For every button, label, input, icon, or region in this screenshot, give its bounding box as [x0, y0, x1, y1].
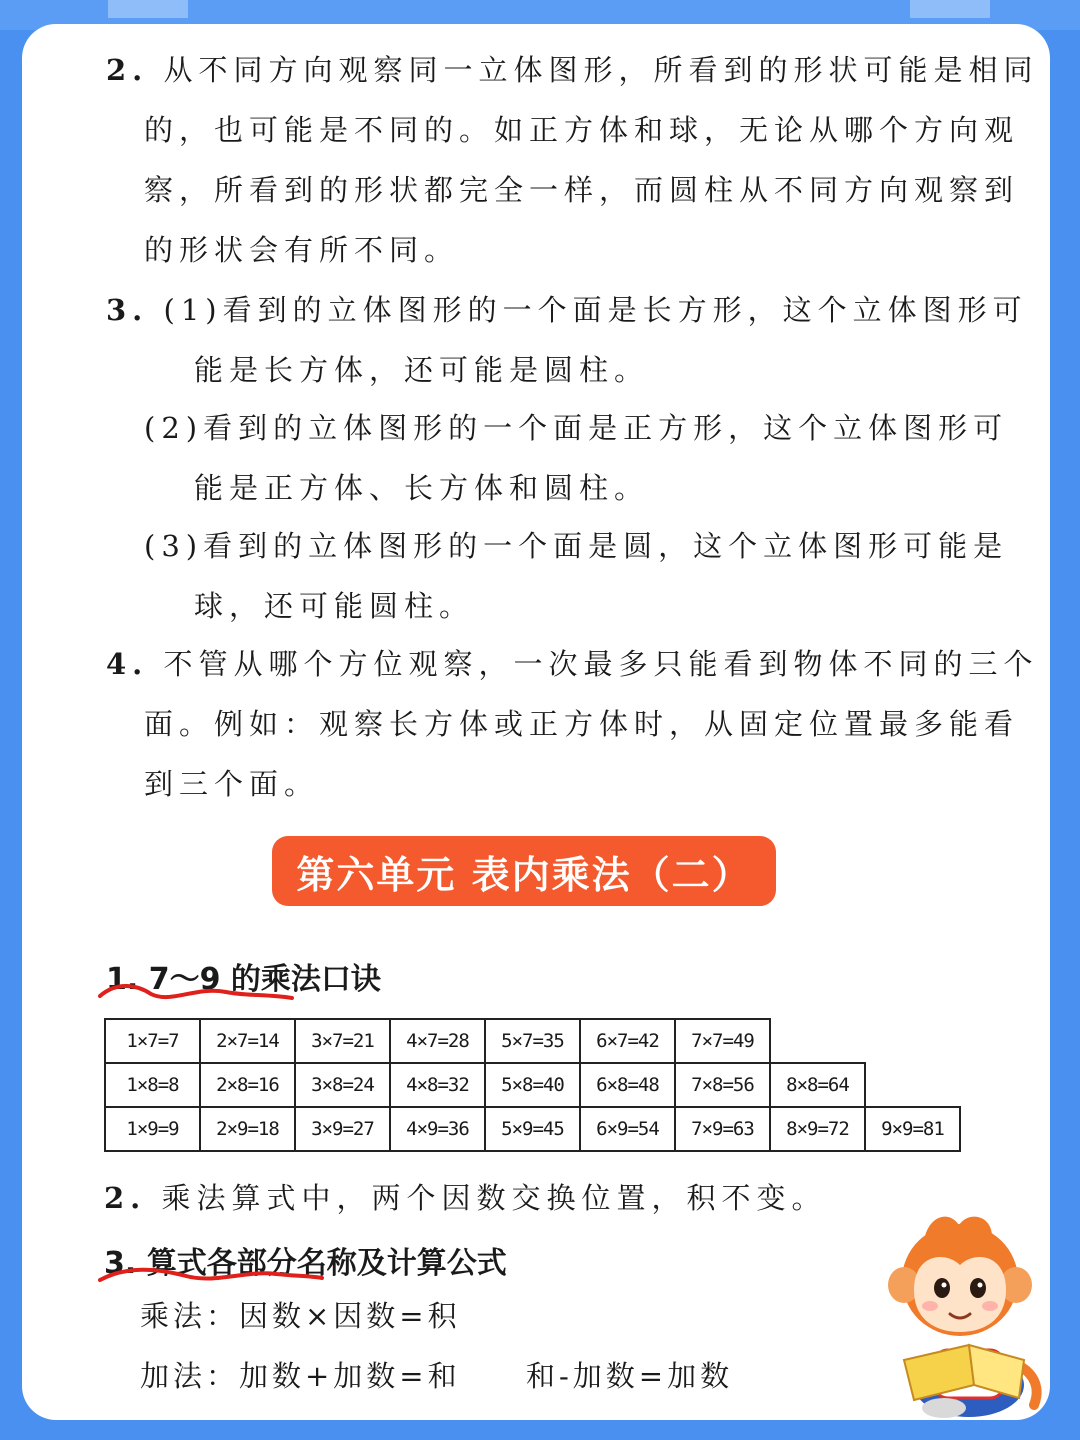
table-cell: 1×8=8	[105, 1063, 200, 1107]
text-line: 面。例如：观察长方体或正方体时，从固定位置最多能看	[144, 707, 1020, 741]
table-cell: 2×9=18	[200, 1107, 295, 1151]
table-row	[105, 1107, 960, 1151]
table-cell: 5×9=45	[485, 1107, 580, 1151]
text-line: 到三个面。	[144, 767, 320, 801]
table-cell: 6×7=42	[580, 1019, 675, 1063]
text-line: 能是正方体、长方体和圆柱。	[194, 471, 650, 505]
item-4: 4. 不管从哪个方位观察，一次最多只能看到物体不同的三个	[106, 647, 1039, 681]
text-line: 察，所看到的形状都完全一样，而圆柱从不同方向观察到	[144, 173, 1020, 207]
content-card	[22, 24, 1050, 1420]
unit-title-banner: 第六单元 表内乘法（二）	[272, 836, 776, 906]
background-tab	[108, 0, 188, 18]
monkey-mascot-illustration	[874, 1210, 1050, 1420]
text-line: 的，也可能是不同的。如正方体和球，无论从哪个方向观	[144, 113, 1020, 147]
table-cell: 7×7=49	[675, 1019, 770, 1063]
background-tab	[910, 0, 990, 18]
text-line: 的形状会有所不同。	[144, 233, 460, 267]
table-row	[105, 1019, 960, 1063]
text-line: 球，还可能圆柱。	[194, 589, 475, 623]
section-3-heading: 3. 算式各部分名称及计算公式	[104, 1246, 507, 1281]
formula-addition: 加法：加数+加数=和	[140, 1359, 461, 1393]
table-cell: 3×7=21	[295, 1019, 390, 1063]
table-cell: 1×9=9	[105, 1107, 200, 1151]
item-3: 3. (1)看到的立体图形的一个面是长方形，这个立体图形可	[106, 293, 1028, 327]
empty-cell	[865, 1063, 960, 1107]
item-3-2: (2)看到的立体图形的一个面是正方形，这个立体图形可	[144, 411, 1009, 445]
table-cell: 2×7=14	[200, 1019, 295, 1063]
item-2: 2. 从不同方向观察同一立体图形，所看到的形状可能是相同	[106, 53, 1039, 87]
table-cell: 9×9=81	[865, 1107, 960, 1151]
section-1-heading: 1. 7～9 的乘法口诀	[106, 962, 381, 997]
multiplication-table	[104, 1018, 961, 1152]
red-underline	[96, 1260, 326, 1288]
table-cell: 6×9=54	[580, 1107, 675, 1151]
table-cell: 5×8=40	[485, 1063, 580, 1107]
formula-addition-inverse: 和-加数=加数	[526, 1359, 734, 1393]
section-2: 2. 乘法算式中，两个因数交换位置，积不变。	[104, 1181, 827, 1215]
text-line: 能是长方体，还可能是圆柱。	[194, 353, 650, 387]
item-3-3: (3)看到的立体图形的一个面是圆，这个立体图形可能是	[144, 529, 1009, 563]
table-cell: 7×8=56	[675, 1063, 770, 1107]
table-cell: 3×9=27	[295, 1107, 390, 1151]
table-row	[105, 1063, 960, 1107]
empty-cell	[865, 1019, 960, 1063]
table-cell: 7×9=63	[675, 1107, 770, 1151]
table-cell: 4×8=32	[390, 1063, 485, 1107]
table-cell: 5×7=35	[485, 1019, 580, 1063]
formula-multiplication: 乘法：因数×因数=积	[140, 1299, 461, 1333]
table-cell: 6×8=48	[580, 1063, 675, 1107]
table-cell: 2×8=16	[200, 1063, 295, 1107]
red-underline	[96, 974, 296, 1004]
table-cell: 4×7=28	[390, 1019, 485, 1063]
empty-cell	[770, 1019, 865, 1063]
table-cell: 4×9=36	[390, 1107, 485, 1151]
table-cell: 1×7=7	[105, 1019, 200, 1063]
table-cell: 8×8=64	[770, 1063, 865, 1107]
table-cell: 3×8=24	[295, 1063, 390, 1107]
table-cell: 8×9=72	[770, 1107, 865, 1151]
